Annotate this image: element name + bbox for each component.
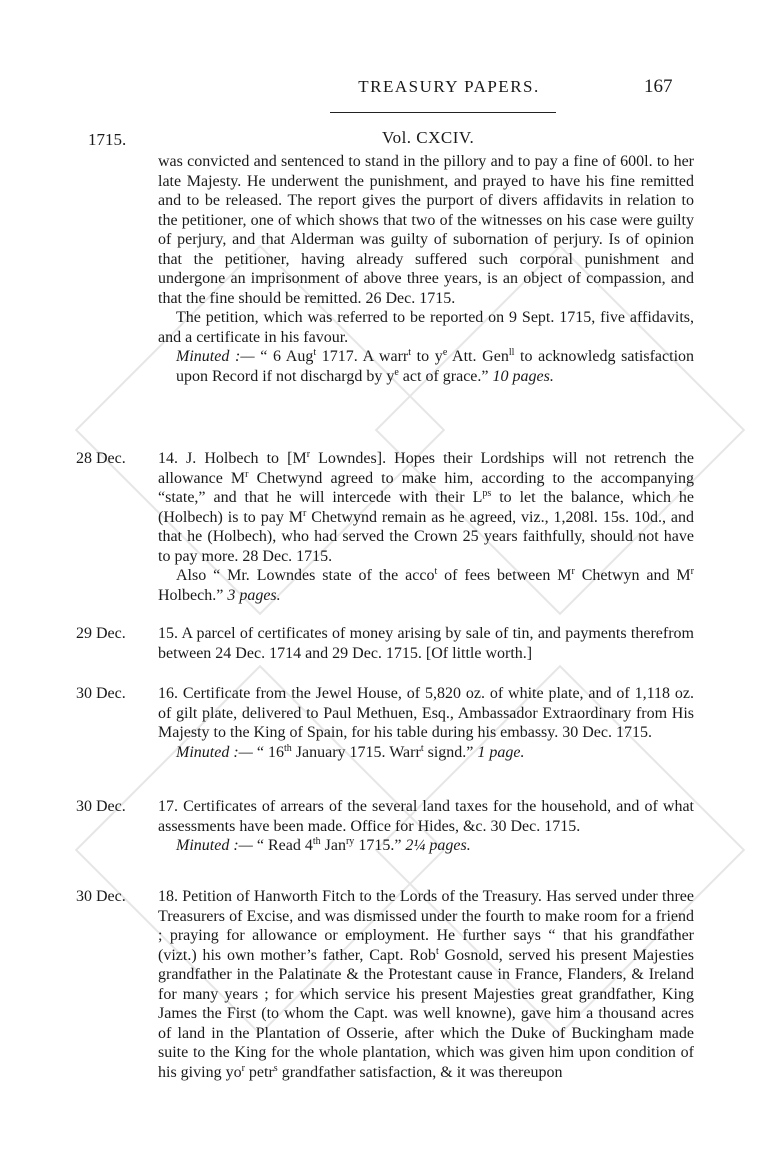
entry-date: 29 Dec. bbox=[76, 625, 126, 642]
page-count: 3 pages. bbox=[227, 586, 281, 604]
entry-17 bbox=[158, 797, 694, 856]
minute-label: Minuted :— bbox=[176, 837, 253, 854]
page-number: 167 bbox=[644, 76, 673, 97]
volume-heading: Vol. CXCIV. bbox=[382, 128, 475, 147]
entry-date: 30 Dec. bbox=[76, 685, 126, 702]
continued-entry bbox=[158, 152, 694, 386]
minute-note bbox=[158, 836, 694, 856]
entry-text: 16. Certificate from the Jewel House, of 5,820 oz. of white plate, and of 1,118 oz. of gilt plate, delivered to Paul Methuen, Esq., Ambassador Extraordinary from His Majesty to the King of Spain, for his table during his embassy. 30 Dec. 1715. bbox=[158, 685, 694, 741]
entry-date: 30 Dec. bbox=[76, 888, 126, 905]
minute-note bbox=[158, 347, 694, 386]
minute-text: “ 6 Aug$^t$ 1717. A warr$^t$ to $y^e$ Att. Gen$^{ll}$ to acknowledg satisfaction upon Record if not dischargd by $y^e$ act of grace.” bbox=[176, 347, 695, 385]
extra-text: Also “ Mr. Lowndes state of the acco$^t$ of fees between $M^r$ Chetwyn and $M^r$ Holbech.” bbox=[158, 566, 694, 604]
entry-text: 17. Certificates of arrears of the several land taxes for the household, and of what assessments have been made. Office for Hides, &c. 30 Dec. 1715. bbox=[158, 798, 694, 835]
entry-18 bbox=[158, 887, 694, 1082]
continued-paragraph: was convicted and sentenced to stand in the pillory and to pay a fine of 600l. to her late Majesty. He underwent the punishment, and prayed to have his fine remitted and to be released. The report gives the purport of divers affidavits in relation to the petitioner, one of which shows that two of the witnesses on his case were guilty of perjury, and that Alderman was guilty of subornation of perjury. Is of opinion that the petitioner, having already suffered such corporal punishment and undergone an imprisonment of above three years, is an object of compassion, and that the fine should be remitted. 26 Dec. 1715. bbox=[158, 153, 694, 307]
minute-text: “ Read 4th Jan$^{ry}$ 1715.” bbox=[256, 836, 402, 854]
header-rule bbox=[330, 112, 556, 113]
year-marker: 1715. bbox=[88, 130, 127, 149]
running-title: TREASURY PAPERS. bbox=[358, 77, 540, 96]
entry-text: 14. J. Holbech to [$M^r$ Lowndes]. Hopes their Lordships will not retrench the allowance $M^r$ Chetwynd agreed to make him, according to the accompanying “state,” and that he will intercede with their $L^{ps}$ to let the balance, which he (Holbech) is to pay $M^r$ Chetwynd remain as he agreed, viz., 1,208l. 15s. 10d., and that he (Holbech), who had served the Crown 25 years faithfully, should not have to pay more. 28 Dec. 1715. bbox=[158, 449, 695, 565]
entry-extra bbox=[158, 566, 694, 605]
page-count: 1 page. bbox=[477, 743, 525, 761]
minute-note bbox=[158, 743, 694, 763]
enclosure-note: The petition, which was referred to be reported on 9 Sept. 1715, five affidavits, and a certificate in his favour. bbox=[158, 309, 694, 346]
entry-date: 28 Dec. bbox=[76, 450, 126, 467]
entry-text: 15. A parcel of certificates of money arising by sale of tin, and payments therefrom between 24 Dec. 1714 and 29 Dec. 1715. [Of little worth.] bbox=[158, 625, 694, 662]
page-count: 2¼ pages. bbox=[405, 837, 471, 854]
entry-14 bbox=[158, 449, 694, 605]
entry-16 bbox=[158, 684, 694, 762]
page-count: 10 pages. bbox=[492, 367, 554, 385]
entry-15 bbox=[158, 624, 694, 663]
entry-date: 30 Dec. bbox=[76, 798, 126, 815]
minute-text: “ 16th January 1715. Warr$^t$ signd.” bbox=[256, 742, 474, 761]
minute-label: Minuted :— bbox=[176, 743, 253, 761]
entry-text: 18. Petition of Hanworth Fitch to the Lords of the Treasury. Has served under three Treasurers of Excise, and was dismissed under the fourth to make room for a friend ; praying for allowance or employment. He further says “ that his grandfather (vizt.) his own mother’s father, Capt. Rob$^t$ Gosnold, served his present Majesties grandfather in the Palatinate & the Protestant cause in France, Flanders, & Ireland for many years ; for which service his present Majesties great grandfather, King James the First (to whom the Capt. was well knowne), gave him a thousand acres of land in the Plantation of Osserie, after which the Duke of Buckingham made suite to the King for the whole plantation, which was given him upon condition of his giving $yo^r$ petr$^s$ grandfather satisfaction, & it was thereupon bbox=[158, 888, 694, 1081]
minute-label: Minuted :— bbox=[176, 348, 255, 365]
